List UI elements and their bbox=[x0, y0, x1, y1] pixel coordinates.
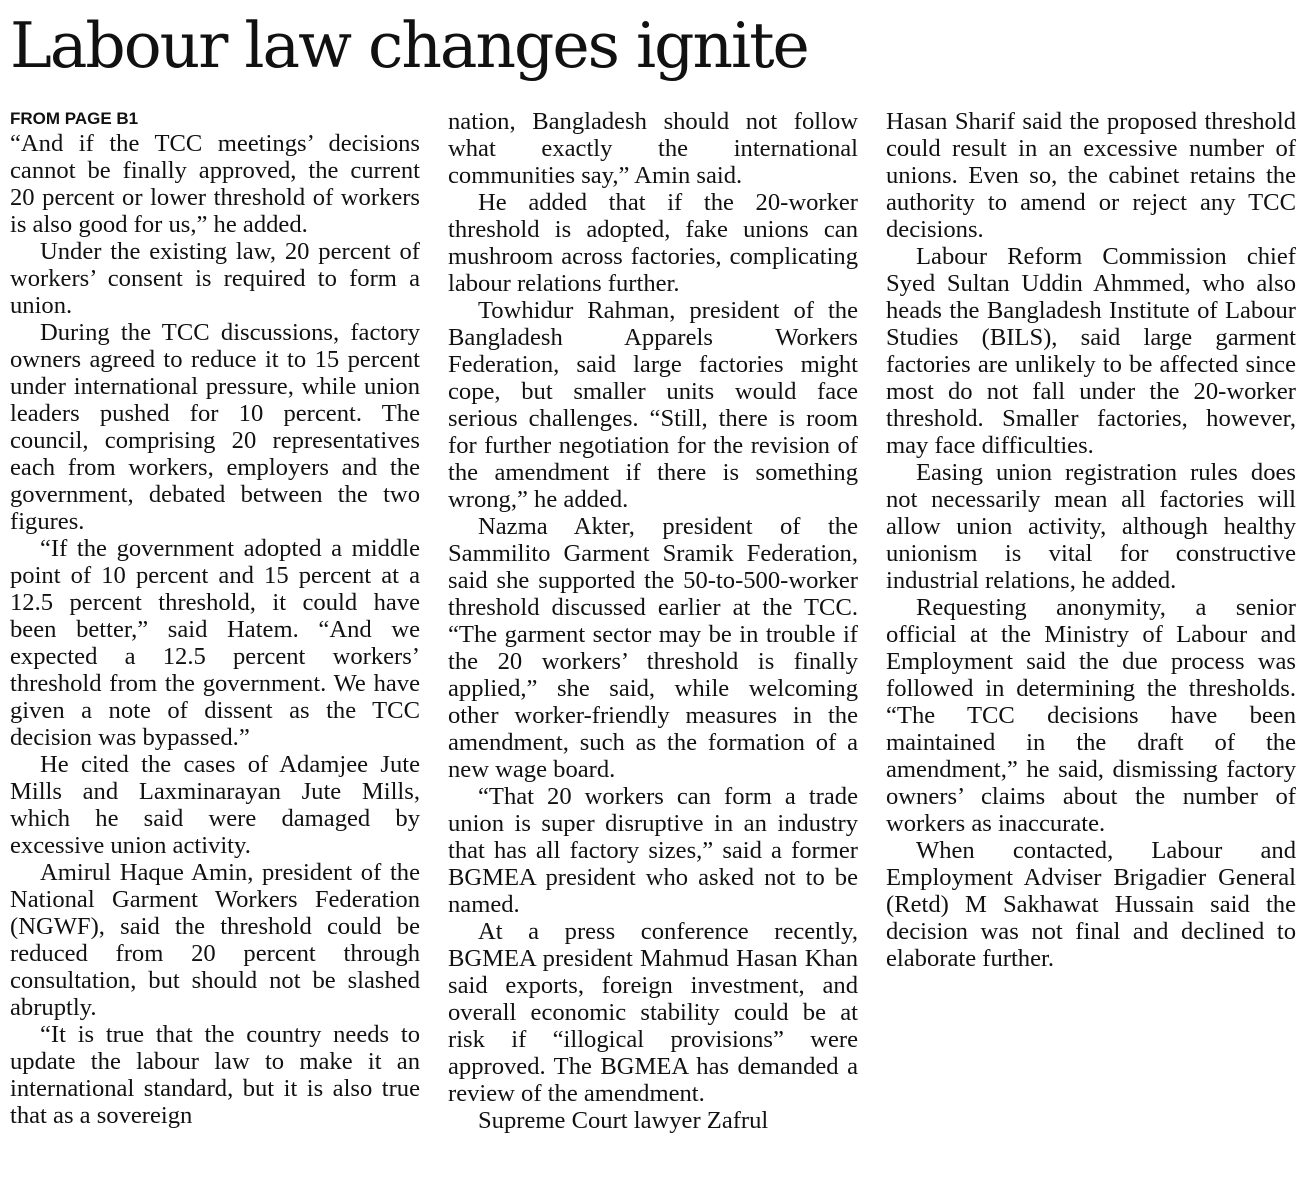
paragraph: Nazma Akter, president of the Sammilito Garment Sramik Federation, said she supported the 50-to-500-worker threshold discussed earlier at the TCC. “The garment sector may be in trouble if the 20 workers’ threshold is finally applied,” she said, while welcoming other worker-friendly measures in the amendment, such as the formation of a new wage board. bbox=[448, 513, 858, 783]
paragraph: “It is true that the country needs to update the labour law to make it an international standard, but it is also true that as a sovereign bbox=[10, 1021, 420, 1129]
paragraph: Easing union registration rules does not necessarily mean all factories will allow union activity, although healthy unionism is vital for constructive industrial relations, he added. bbox=[886, 459, 1296, 594]
paragraph: When contacted, Labour and Employment Adviser Brigadier General (Retd) M Sakhawat Hussain said the decision was not final and declined to elaborate further. bbox=[886, 837, 1296, 972]
paragraph: Amirul Haque Amin, president of the National Garment Workers Federation (NGWF), said the threshold could be reduced from 20 percent through consultation, but should not be slashed abruptly. bbox=[10, 859, 420, 1021]
paragraph: He added that if the 20-worker threshold is adopted, fake unions can mushroom across factories, complicating labour relations further. bbox=[448, 189, 858, 297]
paragraph: Hasan Sharif said the proposed threshold could result in an excessive number of unions. Even so, the cabinet retains the authority to amend or reject any TCC decisions. bbox=[886, 108, 1296, 243]
paragraph: Supreme Court lawyer Zafrul bbox=[478, 1107, 769, 1134]
paragraph: nation, Bangladesh should not follow what exactly the international communities say,” Amin said. bbox=[448, 108, 858, 189]
continuation-kicker: FROM PAGE B1 bbox=[10, 109, 139, 128]
article-column-1 bbox=[10, 108, 420, 1129]
article-column-3 bbox=[886, 108, 1296, 972]
paragraph: Labour Reform Commission chief Syed Sultan Uddin Ahmmed, who also heads the Bangladesh Institute of Labour Studies (BILS), said large garment factories are unlikely to be affected since most do not fall under the 20-worker threshold. Smaller factories, however, may face difficulties. bbox=[886, 243, 1296, 459]
paragraph: “And if the TCC meetings’ decisions cannot be finally approved, the current 20 percent or lower threshold of workers is also good for us,” he added. bbox=[10, 130, 420, 238]
paragraph: He cited the cases of Adamjee Jute Mills and Laxminarayan Jute Mills, which he said were damaged by excessive union activity. bbox=[10, 751, 420, 859]
paragraph: “That 20 workers can form a trade union is super disruptive in an industry that has all factory sizes,” said a former BGMEA president who asked not to be named. bbox=[448, 783, 858, 918]
paragraph: At a press conference recently, BGMEA president Mahmud Hasan Khan said exports, foreign investment, and overall economic stability could be at risk if “illogical provisions” were approved. The BGMEA has demanded a review of the amendment. bbox=[448, 918, 858, 1107]
paragraph: During the TCC discussions, factory owners agreed to reduce it to 15 percent under international pressure, while union leaders pushed for 10 percent. The council, comprising 20 representatives each from workers, employers and the government, debated between the two figures. bbox=[10, 319, 420, 535]
paragraph: Requesting anonymity, a senior official at the Ministry of Labour and Employment said the due process was followed in determining the thresholds. “The TCC decisions have been maintained in the draft of the amendment,” he said, dismissing factory owners’ claims about the number of workers as inaccurate. bbox=[886, 594, 1296, 837]
paragraph: Under the existing law, 20 percent of workers’ consent is required to form a union. bbox=[10, 238, 420, 319]
headline: Labour law changes ignite bbox=[10, 9, 808, 82]
article-column-2 bbox=[448, 108, 858, 1134]
paragraph: Towhidur Rahman, president of the Bangladesh Apparels Workers Federation, said large factories might cope, but smaller units would face serious challenges. “Still, there is room for further negotiation for the revision of the amendment if there is something wrong,” he added. bbox=[448, 297, 858, 513]
paragraph: “If the government adopted a middle point of 10 percent and 15 percent at a 12.5 percent threshold, it could have been better,” said Hatem. “And we expected a 12.5 percent workers’ threshold from the government. We have given a note of dissent as the TCC decision was bypassed.” bbox=[10, 535, 420, 751]
